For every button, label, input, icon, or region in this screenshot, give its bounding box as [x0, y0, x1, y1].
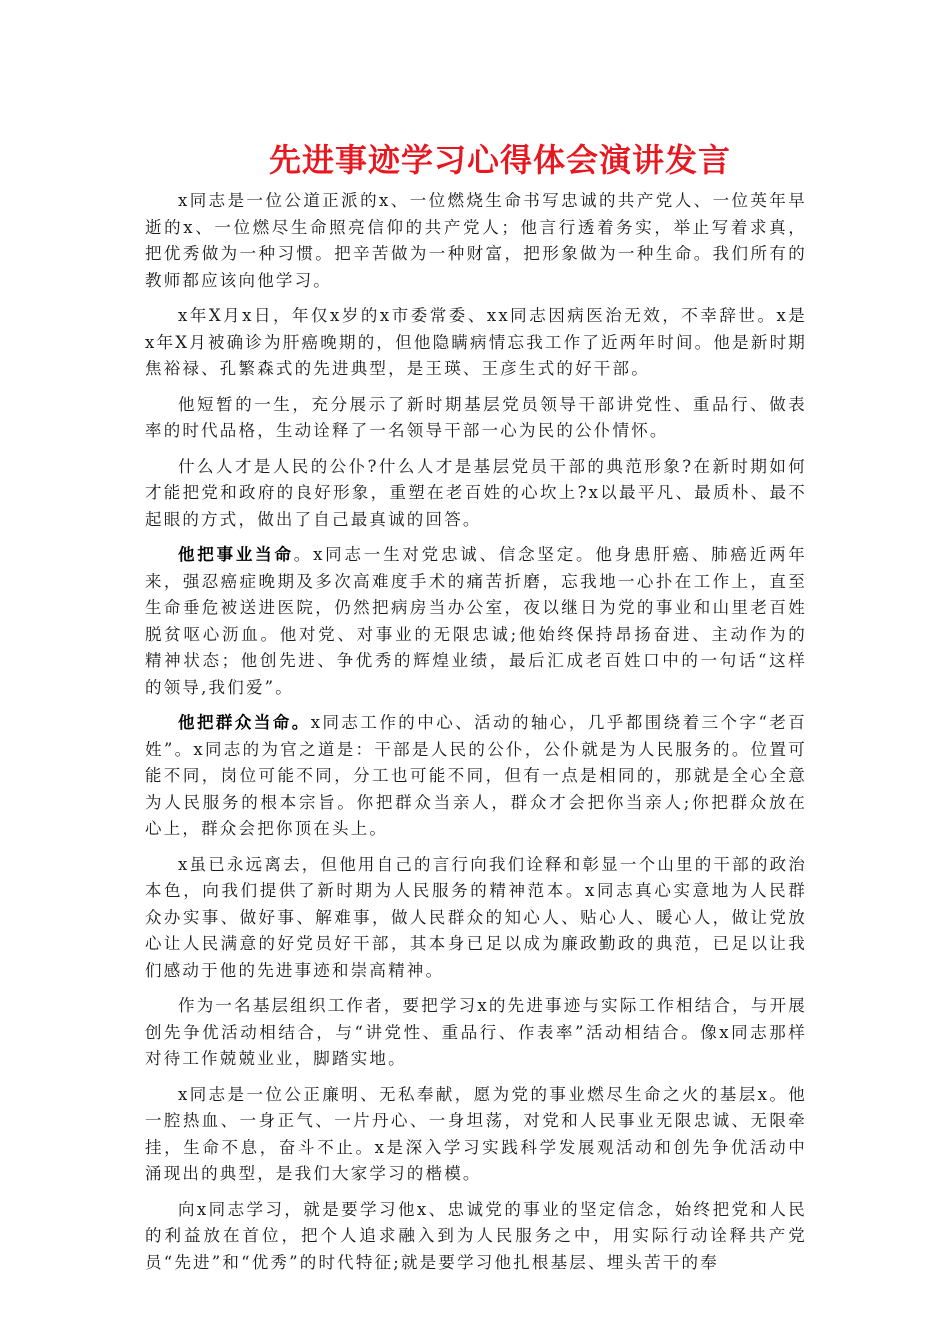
paragraph-text: 什么人才是人民的公仆?什么人才是基层党员干部的典范形象?在新时期如何才能把党和政府的良好形象，重塑在老百姓的心坎上?x以最平凡、最质朴、最不起眼的方式，做出了自己最真诚的回答。	[145, 456, 807, 529]
paragraph-text: 。x同志一生对党忠诚、信念坚定。他身患肝癌、肺癌近两年来，强忍癌症晚期及多次高难度手术的痛苦折磨，忘我地一心扑在工作上，直至生命垂危被送进医院，仍然把病房当办公室，夜以继日为党的事业和山里老百姓脱贫呕心沥血。他对党、对事业的无限忠诚;他始终保持昂扬奋进、主动作为的精神状态；他创先进、争优秀的辉煌业绩，最后汇成老百姓口中的一句话“这样的领导,我们爱”。	[145, 545, 807, 697]
paragraph-text: 他短暂的一生，充分展示了新时期基层党员领导干部讲党性、重品行、做表率的时代品格，生动诠释了一名领导干部一心为民的公仆情怀。	[145, 394, 807, 440]
paragraph-text: x同志工作的中心、活动的轴心，几乎都围绕着三个字“老百姓”。x同志的为官之道是：干部是人民的公仆，公仆就是为人民服务的。位置可能不同，岗位可能不同，分工也可能不同，但有一点是相同的，那就是全心全意为人民服务的根本宗旨。你把群众当亲人，群众才会把你当亲人;你把群众放在心上，群众会把你顶在头上。	[145, 713, 807, 838]
paragraph	[145, 188, 807, 294]
paragraph	[145, 542, 807, 701]
paragraph-text: 作为一名基层组织工作者，要把学习x的先进事迹与实际工作相结合，与开展创先争优活动相结合，与“讲党性、重品行、作表率”活动相结合。像x同志那样对待工作兢兢业业，脚踏实地。	[145, 996, 807, 1068]
paragraph-text: x同志是一位公正廉明、无私奉献，愿为党的事业燃尽生命之火的基层x。他一腔热血、一身正气、一片丹心、一身坦荡，对党和人民事业无限忠诚、无限牵挂，生命不息，奋斗不止。x是深入学习实践科学发展观活动和创先争优活动中涌现出的典型，是我们大家学习的楷模。	[145, 1084, 807, 1183]
paragraph	[145, 392, 807, 445]
paragraph-text: x虽已永远离去，但他用自己的言行向我们诠释和彰显一个山里的干部的政治本色，向我们提供了新时期为人民服务的精神范本。x同志真心实意地为人民群众办实事、做好事、解难事，做人民群众的知心人、贴心人、暖心人，做让党放心让人民满意的好党员好干部，其本身已足以成为廉政勤政的典范，已足以让我们感动于他的先进事迹和崇高精神。	[145, 854, 807, 980]
paragraph-text: 向x同志学习，就是要学习他x、忠诚党的事业的坚定信念，始终把党和人民的利益放在首位，把个人追求融入到为人民服务之中，用实际行动诠释共产党员“先进”和“优秀”的时代特征;就是要学习他扎根基层、埋头苦干的奉	[145, 1199, 807, 1272]
paragraph	[145, 454, 807, 534]
paragraph-lead-heading: 他把群众当命。	[178, 713, 311, 732]
paragraph-text: x年X月x日，年仅x岁的x市委常委、xx同志因病医治无效，不幸辞世。x是x年X月被确诊为肝癌晚期的，但他隐瞒病情忘我工作了近两年时间。他是新时期焦裕禄、孔繁森式的先进典型，是王瑛、王彦生式的好干部。	[145, 306, 807, 378]
paragraph	[145, 1082, 807, 1188]
paragraph-lead-heading: 他把事业当命	[178, 545, 294, 564]
paragraph	[145, 852, 807, 985]
paragraph-text: x同志是一位公道正派的x、一位燃烧生命书写忠诚的共产党人、一位英年早逝的x、一位燃尽生命照亮信仰的共产党人；他言行透着务实，举止写着求真，把优秀做为一种习惯。把辛苦做为一种财富，把形象做为一种生命。我们所有的教师都应该向他学习。	[145, 191, 807, 290]
paragraph	[145, 303, 807, 383]
document-title: 先进事迹学习心得体会演讲发言	[268, 141, 731, 179]
paragraph	[145, 1197, 807, 1277]
document-body	[145, 188, 807, 1285]
paragraph	[145, 710, 807, 843]
paragraph	[145, 993, 807, 1073]
